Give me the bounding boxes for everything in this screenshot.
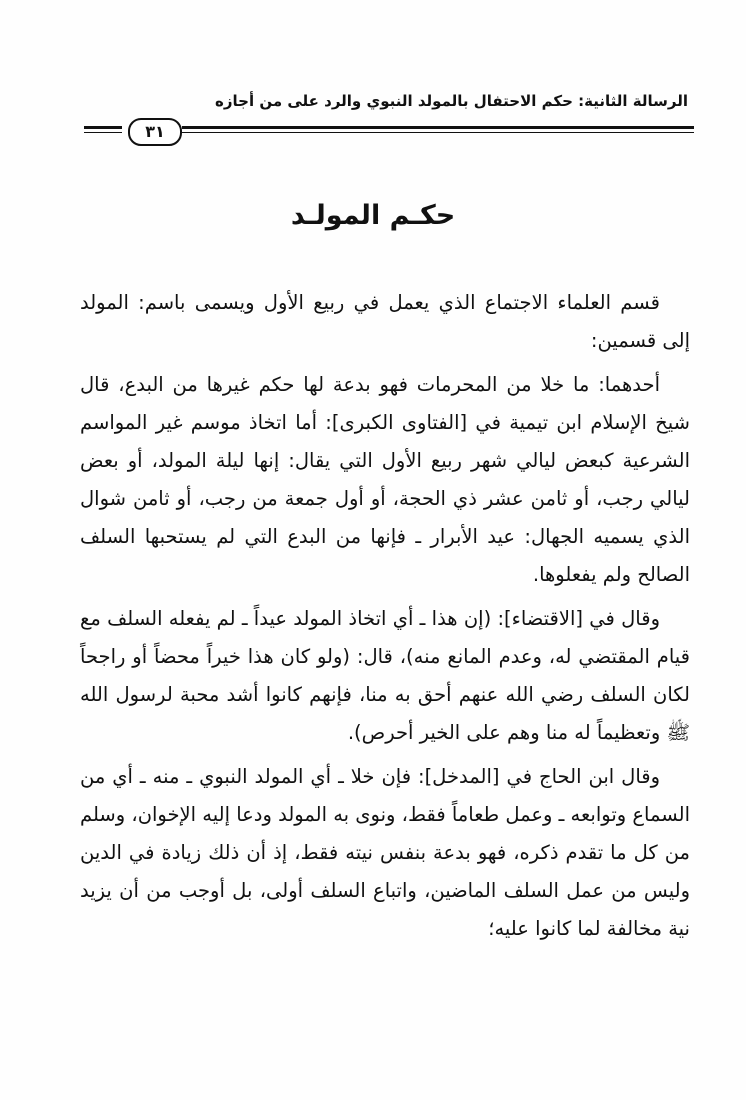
paragraph-iqtida-quote: وقال في [الاقتضاء]: (إن هذا ـ أي اتخاذ المولد عيداً ـ لم يفعله السلف مع قيام المقتضي له، وعدم المانع منه)، قال: (ولو كان هذا خيراً محضاً أو راجحاً لكان السلف رضي الله عنهم أحق به منا، فإنهم كانوا أشد محبة لرسول الله ﷺ وتعظيماً له منا وهم على الخير أحرص). [80, 607, 690, 744]
header-rule-left-thick-line [84, 126, 122, 129]
paragraph-intro: قسم العلماء الاجتماع الذي يعمل في ربيع الأول ويسمى باسم: المولد إلى قسمين: [80, 291, 690, 352]
header-rule-thin-line [182, 132, 694, 133]
paragraph-first-category: أحدهما: ما خلا من المحرمات فهو بدعة لها حكم غيرها من البدع، قال شيخ الإسلام ابن تيمية في [الفتاوى الكبرى]: أما اتخاذ موسم غير المواسم الشرعية كبعض ليالي شهر ربيع الأول التي يقال: إنها ليلة المولد، أو بعض ليالي رجب، أو ثامن عشر ذي الحجة، أو أول جمعة من رجب، أو ثامن شوال الذي يسميه الجهال: عيد الأبرار ـ فإنها من البدع التي لم يستحبها السلف الصالح ولم يفعلوها. [80, 373, 690, 586]
header-rule-thick-line [182, 126, 694, 129]
header-rule [84, 120, 694, 142]
section-title: حكـم المولـد [290, 200, 456, 231]
running-header-title: الرسالة الثانية: حكم الاحتفال بالمولد النبوي والرد على من أجازه [215, 92, 688, 110]
paragraph-madkhal-quote: وقال ابن الحاج في [المدخل]: فإن خلا ـ أي المولد النبوي ـ منه ـ أي من السماع وتوابعه ـ وعمل طعاماً فقط، ونوى به المولد ودعا إليه الإخوان، وسلم من كل ما تقدم ذكره، فهو بدعة بنفس نيته فقط، إذ أن ذلك زيادة في الدين وليس من عمل السلف الماضين، واتباع السلف أولى، بل أوجب من أن يزيد نية مخالفة لما كانوا عليه؛ [80, 765, 690, 940]
page-number-badge: ٣١ [128, 118, 182, 146]
header-rule-left-thin-line [84, 132, 122, 133]
body-text [80, 284, 690, 954]
